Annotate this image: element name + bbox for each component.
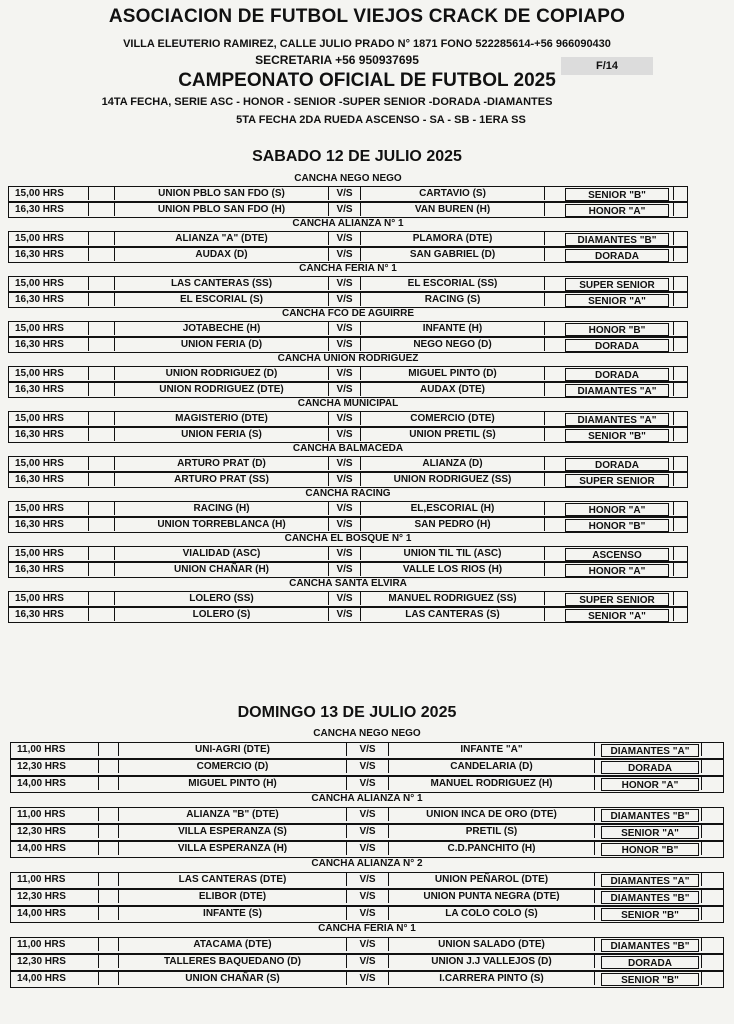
match-row — [8, 427, 688, 443]
blank-cell — [701, 890, 723, 903]
match-row — [8, 456, 688, 472]
category-badge: ASCENSO — [565, 548, 669, 561]
match-time: 16,30 HRS — [9, 428, 89, 441]
match-row — [8, 247, 688, 263]
venue-title: CANCHA FERIA N° 1 — [318, 923, 416, 934]
venue-title: CANCHA ALIANZA N° 1 — [292, 218, 404, 229]
away-team: EL,ESCORIAL (H) — [361, 502, 545, 515]
category-badge: HONOR "A" — [565, 503, 669, 516]
association-name: ASOCIACION DE FUTBOL VIEJOS CRACK DE COPIAPO — [108, 6, 626, 27]
blank-cell — [673, 248, 687, 261]
versus-label: V/S — [347, 777, 389, 790]
home-team: UNION CHAÑAR (S) — [119, 972, 347, 985]
versus-label: V/S — [329, 248, 361, 261]
blank-cell — [89, 518, 115, 531]
category-badge: DIAMANTES "B" — [565, 233, 669, 246]
venue-title: CANCHA ALIANZA N° 1 — [311, 793, 423, 804]
versus-label: V/S — [329, 547, 361, 560]
match-row — [8, 607, 688, 623]
venue-title: CANCHA FERIA N° 1 — [299, 263, 397, 274]
category-badge: SENIOR "A" — [601, 826, 699, 839]
blank-cell — [99, 955, 119, 968]
match-time: 14,00 HRS — [11, 842, 99, 855]
blank-cell — [673, 563, 687, 576]
away-team: INFANTE "A" — [389, 743, 595, 756]
blank-cell — [89, 428, 115, 441]
match-row — [8, 202, 688, 218]
blank-cell — [701, 825, 723, 838]
category-badge: SENIOR "A" — [565, 609, 669, 622]
versus-label: V/S — [329, 232, 361, 245]
match-time: 14,00 HRS — [11, 907, 99, 920]
category-badge: HONOR "B" — [565, 519, 669, 532]
category-badge: DORADA — [601, 761, 699, 774]
blank-cell — [673, 203, 687, 216]
home-team: LAS CANTERAS (SS) — [115, 277, 329, 290]
match-time: 16,30 HRS — [9, 248, 89, 261]
match-time: 16,30 HRS — [9, 473, 89, 486]
match-time: 11,00 HRS — [11, 938, 99, 951]
versus-label: V/S — [329, 428, 361, 441]
versus-label: V/S — [329, 277, 361, 290]
blank-cell — [99, 777, 119, 790]
blank-cell — [99, 890, 119, 903]
match-row — [10, 776, 724, 793]
venue-title: CANCHA ALIANZA N° 2 — [311, 858, 423, 869]
championship-title: CAMPEONATO OFICIAL DE FUTBOL 2025 — [178, 70, 556, 91]
category-badge: DIAMANTES "A" — [601, 874, 699, 887]
category-badge: DIAMANTES "A" — [565, 413, 669, 426]
versus-label: V/S — [329, 412, 361, 425]
venue-title: CANCHA RACING — [305, 488, 391, 499]
fixture-badge: F/14 — [561, 57, 653, 75]
home-team: ARTURO PRAT (SS) — [115, 473, 329, 486]
match-row — [10, 954, 724, 971]
match-time: 15,00 HRS — [9, 412, 89, 425]
venue-title: CANCHA SANTA ELVIRA — [289, 578, 407, 589]
home-team: AUDAX (D) — [115, 248, 329, 261]
blank-cell — [673, 293, 687, 306]
home-team: LOLERO (S) — [115, 608, 329, 621]
match-time: 12,30 HRS — [11, 955, 99, 968]
blank-cell — [89, 457, 115, 470]
secretary-phone: SECRETARIA +56 950937695 — [255, 53, 419, 67]
home-team: ALIANZA "A" (DTE) — [115, 232, 329, 245]
blank-cell — [89, 187, 115, 200]
away-team: RACING (S) — [361, 293, 545, 306]
away-team: EL ESCORIAL (SS) — [361, 277, 545, 290]
away-team: ALIANZA (D) — [361, 457, 545, 470]
versus-label: V/S — [347, 955, 389, 968]
blank-cell — [701, 972, 723, 985]
blank-cell — [99, 907, 119, 920]
blank-cell — [673, 367, 687, 380]
category-badge: DORADA — [565, 249, 669, 262]
versus-label: V/S — [329, 338, 361, 351]
versus-label: V/S — [347, 743, 389, 756]
home-team: UNION PBLO SAN FDO (S) — [115, 187, 329, 200]
versus-label: V/S — [347, 890, 389, 903]
match-time: 15,00 HRS — [9, 232, 89, 245]
match-row — [8, 501, 688, 517]
match-row — [8, 562, 688, 578]
blank-cell — [89, 338, 115, 351]
home-team: UNI-AGRI (DTE) — [119, 743, 347, 756]
day-title-saturday: SABADO 12 DE JULIO 2025 — [252, 148, 462, 165]
blank-cell — [89, 383, 115, 396]
blank-cell — [99, 938, 119, 951]
away-team: MIGUEL PINTO (D) — [361, 367, 545, 380]
match-time: 16,30 HRS — [9, 338, 89, 351]
home-team: ALIANZA "B" (DTE) — [119, 808, 347, 821]
blank-cell — [701, 777, 723, 790]
away-team: C.D.PANCHITO (H) — [389, 842, 595, 855]
versus-label: V/S — [347, 938, 389, 951]
category-badge: SENIOR "B" — [601, 908, 699, 921]
home-team: MAGISTERIO (DTE) — [115, 412, 329, 425]
blank-cell — [673, 232, 687, 245]
blank-cell — [673, 428, 687, 441]
blank-cell — [673, 383, 687, 396]
blank-cell — [701, 955, 723, 968]
category-badge: DORADA — [601, 956, 699, 969]
category-badge: DORADA — [565, 368, 669, 381]
home-team: UNION CHAÑAR (H) — [115, 563, 329, 576]
blank-cell — [673, 592, 687, 605]
blank-cell — [89, 473, 115, 486]
match-time: 16,30 HRS — [9, 203, 89, 216]
blank-cell — [701, 760, 723, 773]
match-row — [10, 872, 724, 889]
away-team: SAN PEDRO (H) — [361, 518, 545, 531]
blank-cell — [99, 825, 119, 838]
blank-cell — [89, 293, 115, 306]
away-team: UNION RODRIGUEZ (SS) — [361, 473, 545, 486]
blank-cell — [701, 743, 723, 756]
match-time: 15,00 HRS — [9, 547, 89, 560]
match-time: 12,30 HRS — [11, 760, 99, 773]
blank-cell — [99, 760, 119, 773]
match-row — [8, 382, 688, 398]
match-time: 16,30 HRS — [9, 518, 89, 531]
match-row — [8, 366, 688, 382]
match-time: 16,30 HRS — [9, 608, 89, 621]
away-team: LAS CANTERAS (S) — [361, 608, 545, 621]
match-time: 15,00 HRS — [9, 277, 89, 290]
round-line-1: 14TA FECHA, SERIE ASC - HONOR - SENIOR -SUPER SENIOR -DORADA -DIAMANTES — [101, 96, 553, 108]
category-badge: DORADA — [565, 458, 669, 471]
blank-cell — [673, 322, 687, 335]
match-row — [10, 807, 724, 824]
match-time: 14,00 HRS — [11, 777, 99, 790]
versus-label: V/S — [329, 293, 361, 306]
match-row — [8, 591, 688, 607]
away-team: UNION PEÑAROL (DTE) — [389, 873, 595, 886]
versus-label: V/S — [329, 608, 361, 621]
blank-cell — [673, 547, 687, 560]
match-row — [10, 889, 724, 906]
match-time: 15,00 HRS — [9, 592, 89, 605]
match-row — [8, 231, 688, 247]
away-team: PRETIL (S) — [389, 825, 595, 838]
home-team: LAS CANTERAS (DTE) — [119, 873, 347, 886]
home-team: ARTURO PRAT (D) — [115, 457, 329, 470]
match-row — [10, 742, 724, 759]
venue-title: CANCHA FCO DE AGUIRRE — [281, 308, 415, 319]
away-team: CANDELARIA (D) — [389, 760, 595, 773]
match-time: 11,00 HRS — [11, 873, 99, 886]
match-time: 15,00 HRS — [9, 322, 89, 335]
category-badge: SENIOR "B" — [565, 429, 669, 442]
category-badge: HONOR "B" — [601, 843, 699, 856]
blank-cell — [701, 842, 723, 855]
blank-cell — [701, 938, 723, 951]
blank-cell — [99, 842, 119, 855]
match-time: 16,30 HRS — [9, 383, 89, 396]
match-row — [10, 906, 724, 923]
versus-label: V/S — [347, 825, 389, 838]
match-row — [10, 971, 724, 988]
blank-cell — [673, 277, 687, 290]
match-row — [10, 824, 724, 841]
round-line-2: 5TA FECHA 2DA RUEDA ASCENSO - SA - SB - 1ERA SS — [236, 114, 526, 126]
match-time: 16,30 HRS — [9, 563, 89, 576]
category-badge: SUPER SENIOR — [565, 593, 669, 606]
blank-cell — [89, 248, 115, 261]
match-row — [8, 517, 688, 533]
versus-label: V/S — [329, 518, 361, 531]
blank-cell — [89, 608, 115, 621]
home-team: INFANTE (S) — [119, 907, 347, 920]
home-team: VILLA ESPERANZA (H) — [119, 842, 347, 855]
category-badge: DORADA — [565, 339, 669, 352]
match-row — [8, 276, 688, 292]
home-team: UNION FERIA (S) — [115, 428, 329, 441]
match-time: 15,00 HRS — [9, 457, 89, 470]
match-time: 12,30 HRS — [11, 890, 99, 903]
versus-label: V/S — [329, 383, 361, 396]
venue-title: CANCHA NEGO NEGO — [294, 173, 402, 184]
blank-cell — [673, 608, 687, 621]
away-team: UNION INCA DE ORO (DTE) — [389, 808, 595, 821]
home-team: MIGUEL PINTO (H) — [119, 777, 347, 790]
venue-title: CANCHA MUNICIPAL — [297, 398, 399, 409]
away-team: CARTAVIO (S) — [361, 187, 545, 200]
away-team: SAN GABRIEL (D) — [361, 248, 545, 261]
away-team: UNION PUNTA NEGRA (DTE) — [389, 890, 595, 903]
home-team: ATACAMA (DTE) — [119, 938, 347, 951]
blank-cell — [673, 502, 687, 515]
away-team: UNION TIL TIL (ASC) — [361, 547, 545, 560]
blank-cell — [701, 907, 723, 920]
blank-cell — [673, 518, 687, 531]
away-team: UNION PRETIL (S) — [361, 428, 545, 441]
versus-label: V/S — [347, 907, 389, 920]
versus-label: V/S — [329, 563, 361, 576]
home-team: RACING (H) — [115, 502, 329, 515]
away-team: VAN BUREN (H) — [361, 203, 545, 216]
match-time: 16,30 HRS — [9, 293, 89, 306]
category-badge: DIAMANTES "A" — [565, 384, 669, 397]
versus-label: V/S — [329, 592, 361, 605]
blank-cell — [701, 873, 723, 886]
versus-label: V/S — [347, 760, 389, 773]
match-time: 11,00 HRS — [11, 808, 99, 821]
category-badge: DIAMANTES "A" — [601, 744, 699, 757]
blank-cell — [99, 743, 119, 756]
category-badge: DIAMANTES "B" — [601, 939, 699, 952]
home-team: VIALIDAD (ASC) — [115, 547, 329, 560]
away-team: INFANTE (H) — [361, 322, 545, 335]
category-badge: DIAMANTES "B" — [601, 891, 699, 904]
versus-label: V/S — [347, 873, 389, 886]
versus-label: V/S — [329, 367, 361, 380]
away-team: PLAMORA (DTE) — [361, 232, 545, 245]
blank-cell — [673, 457, 687, 470]
blank-cell — [89, 203, 115, 216]
match-time: 11,00 HRS — [11, 743, 99, 756]
home-team: UNION TORREBLANCA (H) — [115, 518, 329, 531]
match-row — [8, 186, 688, 202]
venue-title: CANCHA UNION RODRIGUEZ — [277, 353, 419, 364]
versus-label: V/S — [329, 322, 361, 335]
versus-label: V/S — [329, 457, 361, 470]
blank-cell — [673, 473, 687, 486]
match-row — [8, 411, 688, 427]
home-team: UNION PBLO SAN FDO (H) — [115, 203, 329, 216]
venue-title: CANCHA EL BOSQUE N° 1 — [284, 533, 412, 544]
venue-title: CANCHA BALMACEDA — [292, 443, 404, 454]
away-team: UNION J.J VALLEJOS (D) — [389, 955, 595, 968]
home-team: TALLERES BAQUEDANO (D) — [119, 955, 347, 968]
blank-cell — [673, 338, 687, 351]
home-team: JOTABECHE (H) — [115, 322, 329, 335]
versus-label: V/S — [347, 842, 389, 855]
home-team: VILLA ESPERANZA (S) — [119, 825, 347, 838]
category-badge: SENIOR "B" — [601, 973, 699, 986]
versus-label: V/S — [329, 187, 361, 200]
match-time: 14,00 HRS — [11, 972, 99, 985]
match-row — [10, 937, 724, 954]
versus-label: V/S — [347, 972, 389, 985]
home-team: LOLERO (SS) — [115, 592, 329, 605]
away-team: LA COLO COLO (S) — [389, 907, 595, 920]
category-badge: HONOR "A" — [601, 778, 699, 791]
match-time: 15,00 HRS — [9, 502, 89, 515]
category-badge: HONOR "A" — [565, 564, 669, 577]
match-time: 12,30 HRS — [11, 825, 99, 838]
blank-cell — [89, 412, 115, 425]
versus-label: V/S — [347, 808, 389, 821]
blank-cell — [89, 592, 115, 605]
category-badge: SUPER SENIOR — [565, 474, 669, 487]
away-team: MANUEL RODRIGUEZ (H) — [389, 777, 595, 790]
home-team: ELIBOR (DTE) — [119, 890, 347, 903]
blank-cell — [89, 563, 115, 576]
blank-cell — [673, 412, 687, 425]
blank-cell — [701, 808, 723, 821]
away-team: MANUEL RODRIGUEZ (SS) — [361, 592, 545, 605]
blank-cell — [89, 547, 115, 560]
category-badge: SENIOR "A" — [565, 294, 669, 307]
blank-cell — [89, 322, 115, 335]
home-team: UNION RODRIGUEZ (D) — [115, 367, 329, 380]
away-team: AUDAX (DTE) — [361, 383, 545, 396]
away-team: NEGO NEGO (D) — [361, 338, 545, 351]
home-team: EL ESCORIAL (S) — [115, 293, 329, 306]
match-row — [8, 472, 688, 488]
category-badge: HONOR "B" — [565, 323, 669, 336]
category-badge: SENIOR "B" — [565, 188, 669, 201]
blank-cell — [99, 808, 119, 821]
match-time: 15,00 HRS — [9, 367, 89, 380]
match-row — [10, 759, 724, 776]
match-row — [8, 292, 688, 308]
home-team: UNION FERIA (D) — [115, 338, 329, 351]
category-badge: SUPER SENIOR — [565, 278, 669, 291]
match-row — [8, 337, 688, 353]
blank-cell — [99, 972, 119, 985]
blank-cell — [89, 277, 115, 290]
versus-label: V/S — [329, 502, 361, 515]
versus-label: V/S — [329, 203, 361, 216]
away-team: UNION SALADO (DTE) — [389, 938, 595, 951]
match-row — [8, 546, 688, 562]
away-team: COMERCIO (DTE) — [361, 412, 545, 425]
match-row — [8, 321, 688, 337]
home-team: UNION RODRIGUEZ (DTE) — [115, 383, 329, 396]
category-badge: DIAMANTES "B" — [601, 809, 699, 822]
away-team: VALLE LOS RIOS (H) — [361, 563, 545, 576]
day-title-sunday: DOMINGO 13 DE JULIO 2025 — [237, 704, 457, 721]
blank-cell — [89, 502, 115, 515]
match-row — [10, 841, 724, 858]
versus-label: V/S — [329, 473, 361, 486]
home-team: COMERCIO (D) — [119, 760, 347, 773]
away-team: I.CARRERA PINTO (S) — [389, 972, 595, 985]
category-badge: HONOR "A" — [565, 204, 669, 217]
association-address: VILLA ELEUTERIO RAMIREZ, CALLE JULIO PRADO N° 1871 FONO 522285614-+56 966090430 — [123, 38, 611, 50]
venue-title: CANCHA NEGO NEGO — [313, 728, 421, 739]
blank-cell — [89, 367, 115, 380]
blank-cell — [89, 232, 115, 245]
match-time: 15,00 HRS — [9, 187, 89, 200]
blank-cell — [673, 187, 687, 200]
blank-cell — [99, 873, 119, 886]
